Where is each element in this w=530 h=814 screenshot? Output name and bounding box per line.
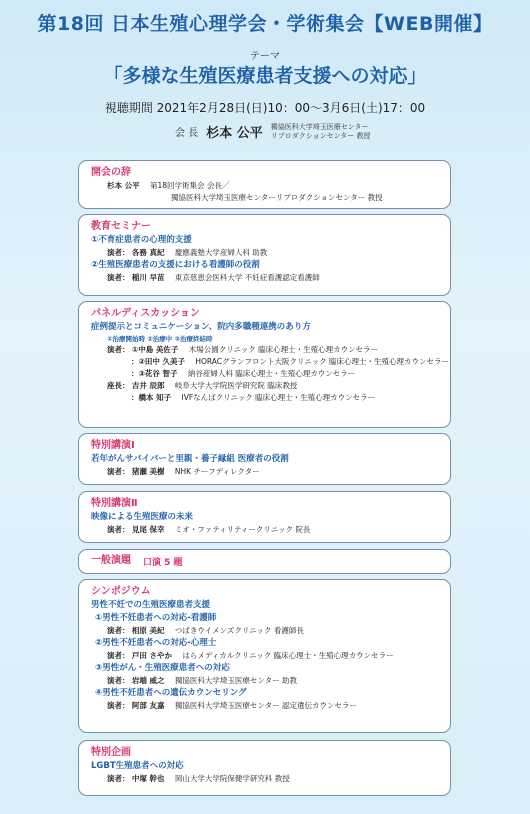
symposium-speaker-2 (91, 650, 440, 662)
chair-role: 会 長 (175, 128, 199, 139)
seminar-topic-1: ①不育症患者の心理的支援 (91, 235, 192, 245)
speaker-label: 演者： (107, 273, 130, 282)
speaker-label: 演者： (107, 626, 130, 635)
speaker-name: 岩端 威之 (131, 676, 165, 685)
header (0, 0, 530, 160)
opening-row (91, 180, 440, 192)
opening-aff2: 獨協医科大学埼玉医療センターリプロダクションセンター 教授 (171, 193, 383, 202)
speaker-name: 見尾 保幸 (131, 525, 165, 534)
chair-person-name: ：橋本 知子 (131, 393, 172, 402)
speaker-affiliation: はらメディカルクリニック 臨床心理士・生殖心理カウンセラー (182, 651, 394, 660)
panel-speaker-2 (91, 356, 449, 368)
opening-aff1: 第18回学術集会 会長／ (150, 181, 230, 190)
speaker-name: 各務 真紀 (131, 248, 165, 257)
opening-title: 開会の辞 (91, 167, 131, 178)
seminar-speaker-2 (91, 272, 440, 284)
special-lecture-2-title: 特別講演Ⅱ (91, 498, 138, 509)
speaker-affiliation: つばきウイメンズクリニック 看護師長 (174, 626, 304, 635)
symposium-speaker-3 (91, 675, 440, 687)
speaker-name: 猪瀬 美樹 (131, 467, 165, 476)
special-lecture-1-speaker (91, 466, 440, 478)
speaker-name: 稲川 早苗 (131, 273, 165, 282)
special-lecture-2-subtitle: 映像による生殖医療の未来 (91, 512, 194, 522)
viewing-period: 視聴期間 2021年2月28日(日)10：00～3月6日(土)17：00 (104, 101, 426, 115)
speaker-affiliation: NHK チーフディレクター (174, 467, 260, 476)
speaker-label: 演者： (107, 774, 130, 783)
chair-person-affiliation: 岐阜大学大学院医学研究院 臨床教授 (174, 381, 298, 390)
symposium-title: シンポジウム (91, 586, 151, 597)
chair-label: 座長： (107, 381, 130, 390)
panel-note: ①治療開始時 ②治療中 ③治療終結時 (107, 335, 213, 343)
speaker-label: 演者： (107, 676, 130, 685)
symposium-speaker-4 (91, 700, 440, 712)
speaker-affiliation: 獨協医科大学埼玉医療センター 認定遺伝カウンセラー (174, 701, 357, 710)
speaker-name: 相原 美紀 (131, 626, 165, 635)
chair-person-name: 吉井 辰郎 (131, 381, 165, 390)
speaker-name: 中塚 幹也 (131, 774, 165, 783)
speaker-name: 戸田 さやか (131, 651, 173, 660)
opening-aff2-row (91, 192, 440, 204)
special-lecture-1-box (78, 433, 451, 485)
speaker-label: 演者： (107, 525, 130, 534)
special-lecture-2-speaker (91, 524, 440, 536)
speaker-name: ：③花谷 智子 (131, 369, 178, 378)
speaker-label: 演者： (107, 467, 130, 476)
general-box (78, 549, 451, 574)
chair-affiliation (271, 123, 371, 141)
speaker-affiliation: HORACグランフロント大阪クリニック 臨床心理士・生殖心理カウンセラー (195, 357, 449, 366)
panel-title: パネルディスカッション (91, 308, 200, 319)
seminar-title: 教育セミナー (91, 221, 151, 232)
chair-info (175, 122, 371, 141)
symposium-topic-2: ②男性不妊患者への対応-心理士 (95, 638, 217, 648)
speaker-affiliation: 獨協医科大学埼玉医療センター 助教 (174, 676, 297, 685)
special-plan-subtitle: LGBT生殖患者への対応 (91, 761, 184, 771)
panel-speaker-3 (91, 368, 440, 380)
symposium-speaker-1 (91, 625, 440, 637)
chair-name: 杉本 公平 (206, 126, 263, 141)
speaker-label: 演者： (107, 651, 130, 660)
speaker-label: 演者： (107, 701, 130, 710)
speaker-name: 阿部 友嘉 (131, 701, 165, 710)
panel-chair-2 (91, 392, 440, 404)
opening-name: 杉本 公平 (107, 181, 140, 190)
seminar-topic-2: ②生殖医療患者の支援における看護師の役割 (91, 260, 260, 270)
seminar-box (78, 214, 451, 296)
special-plan-title: 特別企画 (91, 747, 131, 758)
panel-box (78, 301, 451, 428)
symposium-topic-3: ③男性がん・生殖医療患者への対応 (95, 663, 230, 673)
panel-chair-1 (91, 380, 440, 392)
speaker-name: ：②田中 久美子 (131, 357, 185, 366)
speaker-affiliation: 東京慈恵会医科大学 不妊症看護認定看護師 (174, 273, 320, 282)
seminar-speaker-1 (91, 247, 440, 259)
speaker-label: 演者： (107, 248, 130, 257)
chair-aff-line1: 獨協医科大学埼玉医療センター (270, 122, 369, 131)
special-plan-speaker (91, 773, 440, 785)
theme-label: テーマ (250, 51, 280, 62)
general-title: 一般演題 (91, 555, 131, 566)
chair-aff-line2: リプロダクションセンター 教授 (270, 131, 371, 140)
opening-box (78, 160, 451, 209)
speaker-affiliation: 慶應義塾大学産婦人科 助教 (174, 248, 268, 257)
speaker-affiliation: 木場公園クリニック 臨床心理士・生殖心理カウンセラー (188, 345, 379, 354)
speaker-name: ①中島 美佐子 (131, 345, 179, 354)
speaker-affiliation: 納谷産婦人科 臨床心理士・生殖心理カウンセラー (187, 369, 356, 378)
speaker-label: 演者： (107, 345, 130, 354)
symposium-topic-1: ①男性不妊患者への対応-看護師 (95, 613, 217, 623)
panel-speaker-1 (91, 344, 440, 356)
symposium-topic-4: ④男性不妊患者への遺伝カウンセリング (95, 688, 247, 698)
symposium-box (78, 579, 451, 733)
special-plan-box (78, 740, 451, 796)
special-lecture-1-subtitle: 若年がんサバイバーと里親・養子縁組 医療者の役割 (91, 454, 289, 464)
speaker-affiliation: ミオ・ファティリティークリニック 院長 (174, 525, 311, 534)
panel-subtitle: 症例提示とコミュニケーション、院内多職種連携のあり方 (91, 322, 311, 332)
speaker-affiliation: 岡山大学大学院保健学研究科 教授 (174, 774, 290, 783)
general-count: 口演 5 題 (143, 557, 183, 568)
chair-person-affiliation: IVFなんばクリニック 臨床心理士・生殖心理カウンセラー (181, 393, 376, 402)
special-lecture-2-box (78, 491, 451, 543)
main-title: 第18回 日本生殖心理学会・学術集会【WEB開催】 (37, 13, 493, 35)
symposium-subtitle: 男性不妊での生殖医療患者支援 (91, 600, 211, 610)
special-lecture-1-title: 特別講演Ⅰ (91, 440, 135, 451)
theme-title: 「多様な生殖医療患者支援への対応」 (103, 65, 427, 87)
